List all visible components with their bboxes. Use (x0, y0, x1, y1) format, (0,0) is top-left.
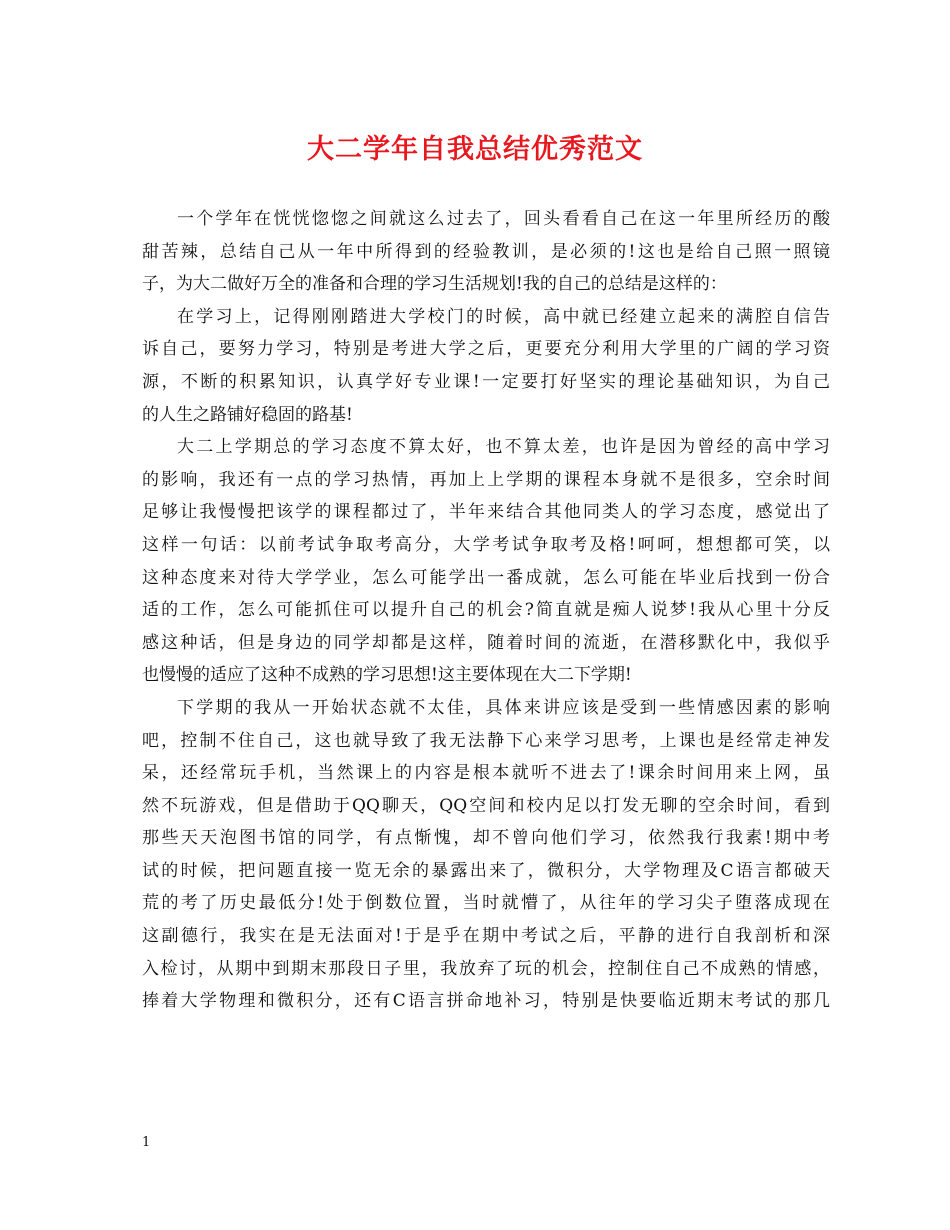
paragraph-line: 这副德行，我实在是无法面对!于是乎在期中考试之后，平静的进行自我剖析和深 (142, 926, 830, 947)
paragraph (142, 301, 830, 431)
paragraph-line: 也慢慢的适应了这种不成熟的学习思想!这主要体现在大二下学期! (142, 665, 632, 686)
paragraph-line: 捧着大学物理和微积分，还有C语言拼命地补习，特别是快要临近期末考试的那几 (142, 991, 830, 1012)
paragraph-line: 诉自己，要努力学习，特别是考进大学之后，更要充分利用大学里的广阔的学习资 (142, 339, 830, 360)
paragraph-line: 的影响，我还有一点的学习热情，再加上上学期的课程本身就不是很多，空余时间 (142, 469, 830, 490)
document-title: 大二学年自我总结优秀范文 (307, 134, 643, 165)
paragraph-line: 源，不断的积累知识，认真学好专业课!一定要打好坚实的理论基础知识，为自己 (142, 371, 830, 392)
paragraph-line: 的人生之路铺好稳固的路基! (142, 404, 353, 425)
paragraph-line: 下学期的我从一开始状态就不太佳，具体来讲应该是受到一些情感因素的影响 (177, 697, 830, 718)
paragraph-line: 适的工作，怎么可能抓住可以提升自己的机会?简直就是痴人说梦!我从心里十分反 (142, 600, 830, 621)
paragraph-line: 大二上学期总的学习态度不算太好，也不算太差，也许是因为曾经的高中学习 (177, 437, 830, 458)
paragraph-line: 入检讨，从期中到期末那段日子里，我放弃了玩的机会，控制住自己不成熟的情感， (142, 958, 830, 979)
paragraph-line: 这种态度来对待大学学业，怎么可能学出一番成就，怎么可能在毕业后找到一份合 (142, 567, 830, 588)
paragraph-line: 感这种话，但是身边的同学却都是这样，随着时间的流逝，在潜移默化中，我似乎 (142, 632, 830, 653)
paragraph-line: 足够让我慢慢把该学的课程都过了，半年来结合其他同类人的学习态度，感觉出了 (142, 502, 830, 523)
paragraph-line: 然不玩游戏，但是借助于QQ聊天，QQ空间和校内足以打发无聊的空余时间，看到 (142, 795, 830, 816)
paragraph (142, 203, 830, 301)
paragraph-line: 试的时候，把问题直接一览无余的暴露出来了，微积分，大学物理及C语言都破天 (142, 860, 830, 881)
paragraph (142, 431, 830, 692)
paragraph-line: 吧，控制不住自己，这也就导致了我无法静下心来学习思考，上课也是经常走神发 (142, 730, 830, 751)
paragraph-line: 甜苦辣，总结自己从一年中所得到的经验教训，是必须的!这也是给自己照一照镜 (142, 241, 830, 262)
paragraph-line: 那些天天泡图书馆的同学，有点惭愧，却不曾向他们学习，依然我行我素!期中考 (142, 828, 830, 849)
paragraph-line: 一个学年在恍恍惚惚之间就这么过去了，回头看看自己在这一年里所经历的酸 (177, 209, 830, 229)
paragraph-line: 荒的考了历史最低分!处于倒数位置，当时就懵了，从往年的学习尖子堕落成现在 (142, 893, 830, 914)
paragraph-line: 在学习上，记得刚刚踏进大学校门的时候，高中就已经建立起来的满腔自信告 (177, 306, 830, 327)
paragraph-line: 呆，还经常玩手机，当然课上的内容是根本就听不进去了!课余时间用来上网，虽 (142, 763, 830, 784)
paragraph-line: 子，为大二做好万全的准备和合理的学习生活规划!我的自己的总结是这样的： (142, 274, 727, 295)
paragraph (142, 692, 830, 1018)
document-body (142, 203, 830, 1018)
paragraph-line: 这样一句话：以前考试争取考高分，大学考试争取考及格!呵呵，想想都可笑，以 (142, 534, 830, 555)
page-number: 1 (142, 1135, 151, 1150)
